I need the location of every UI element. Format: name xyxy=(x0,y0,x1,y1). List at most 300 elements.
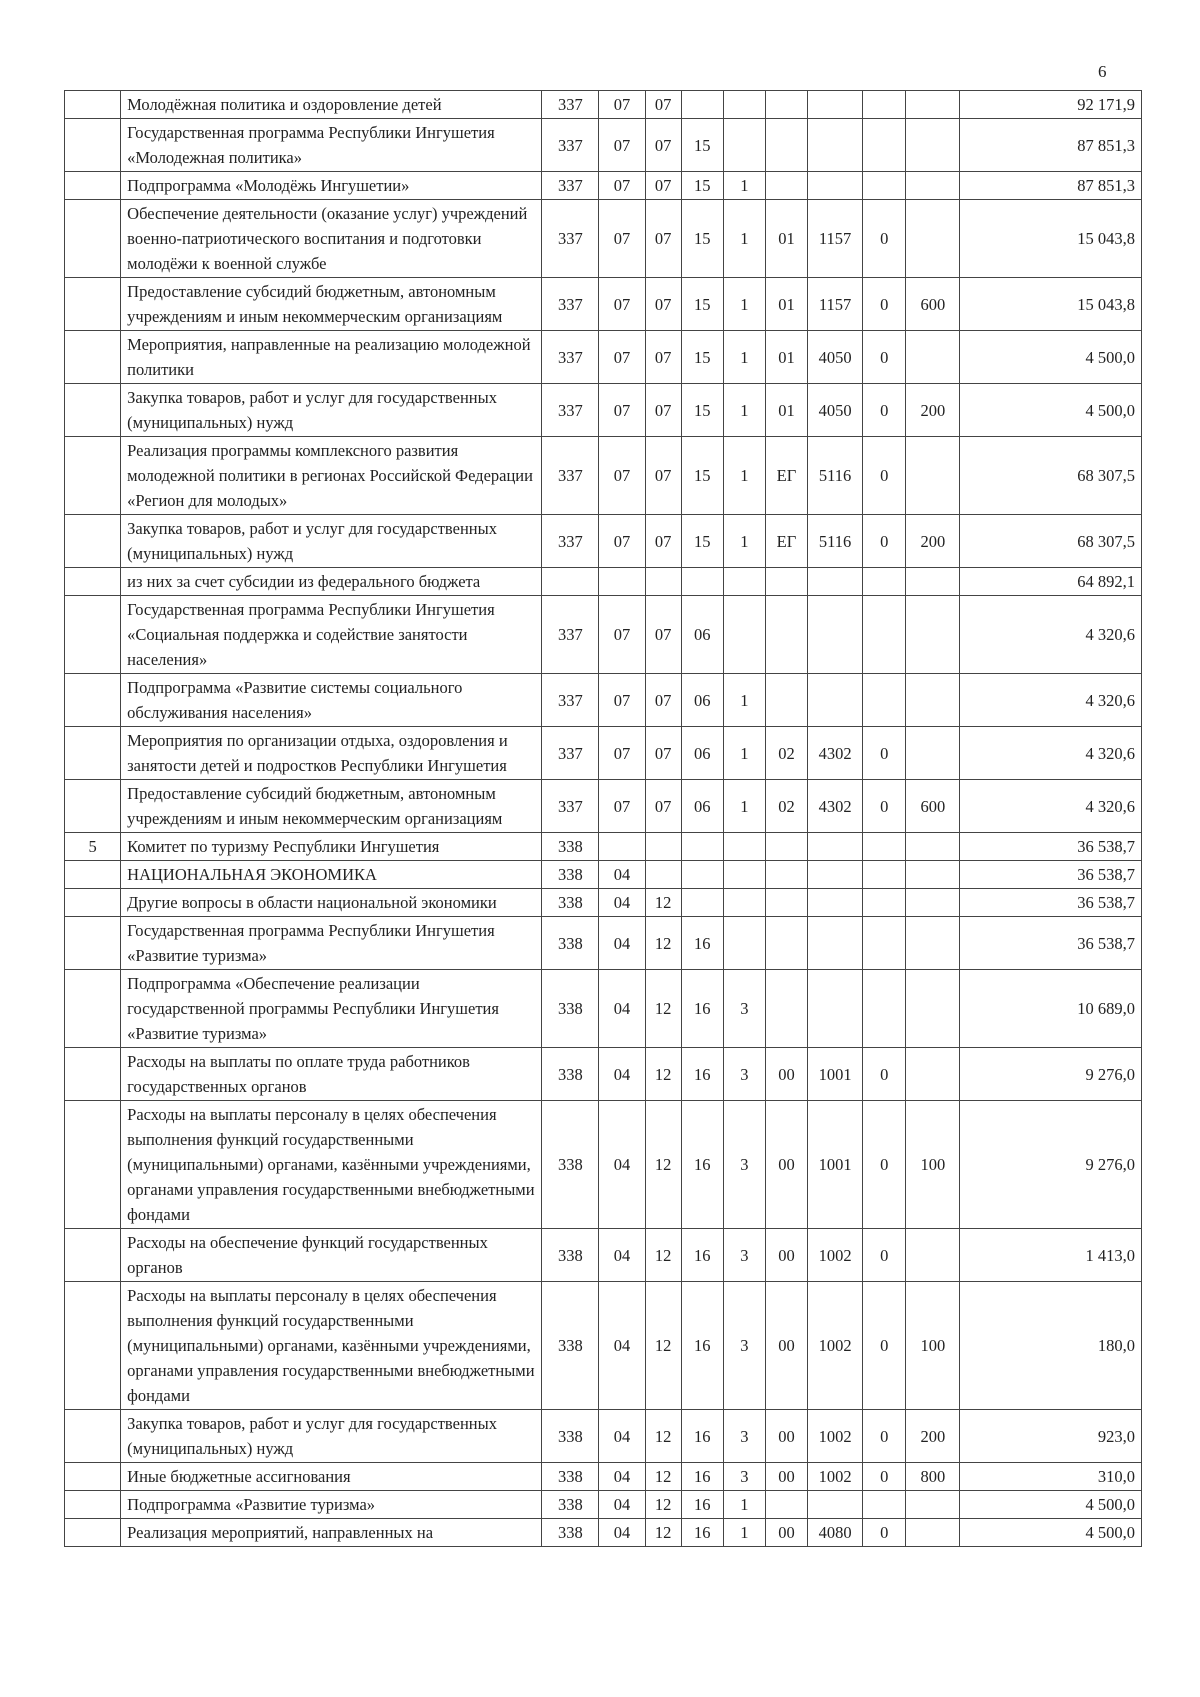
row-name-cell: Подпрограмма «Развитие системы социального обслуживания населения» xyxy=(121,674,542,727)
extra-code-cell xyxy=(863,917,906,970)
ministry-code-cell: 338 xyxy=(542,861,599,889)
section-code-cell: 04 xyxy=(599,1101,645,1229)
amount-cell: 4 500,0 xyxy=(960,1519,1142,1547)
event-code-cell xyxy=(765,861,807,889)
subprogram-code-cell: 3 xyxy=(723,1282,765,1410)
direction-code-cell xyxy=(808,889,863,917)
page-number: 6 xyxy=(1098,62,1107,81)
expense-type-cell xyxy=(906,1519,960,1547)
subsection-code-cell: 12 xyxy=(645,1463,681,1491)
row-name-cell: Реализация мероприятий, направленных на xyxy=(121,1519,542,1547)
row-index-cell xyxy=(65,861,121,889)
row-index-cell xyxy=(65,727,121,780)
row-name-cell: Расходы на выплаты персоналу в целях обеспечения выполнения функций государственными (муниципальными) органами, казёнными учреждениями, органами управления государственными внебюджетными фондами xyxy=(121,1282,542,1410)
subsection-code-cell: 07 xyxy=(645,515,681,568)
extra-code-cell: 0 xyxy=(863,1101,906,1229)
program-code-cell xyxy=(681,889,723,917)
program-code-cell: 16 xyxy=(681,1519,723,1547)
table-row xyxy=(65,91,1142,119)
subsection-code-cell: 12 xyxy=(645,1410,681,1463)
program-code-cell xyxy=(681,861,723,889)
expense-type-cell: 200 xyxy=(906,1410,960,1463)
section-code-cell: 07 xyxy=(599,384,645,437)
row-name-cell: Расходы на обеспечение функций государственных органов xyxy=(121,1229,542,1282)
subprogram-code-cell xyxy=(723,568,765,596)
table-row xyxy=(65,1048,1142,1101)
program-code-cell: 15 xyxy=(681,200,723,278)
section-code-cell: 04 xyxy=(599,1229,645,1282)
program-code-cell: 15 xyxy=(681,331,723,384)
amount-cell: 4 320,6 xyxy=(960,674,1142,727)
subprogram-code-cell: 1 xyxy=(723,515,765,568)
row-name-cell: Обеспечение деятельности (оказание услуг) учреждений военно-патриотического воспитания и подготовки молодёжи к военной службе xyxy=(121,200,542,278)
row-index-cell xyxy=(65,1101,121,1229)
row-name-cell: Расходы на выплаты по оплате труда работников государственных органов xyxy=(121,1048,542,1101)
subsection-code-cell xyxy=(645,833,681,861)
extra-code-cell: 0 xyxy=(863,515,906,568)
expense-type-cell xyxy=(906,727,960,780)
subprogram-code-cell xyxy=(723,91,765,119)
extra-code-cell xyxy=(863,91,906,119)
ministry-code-cell: 337 xyxy=(542,278,599,331)
section-code-cell: 07 xyxy=(599,515,645,568)
program-code-cell: 06 xyxy=(681,674,723,727)
row-index-cell xyxy=(65,1282,121,1410)
event-code-cell xyxy=(765,596,807,674)
section-code-cell: 07 xyxy=(599,172,645,200)
subprogram-code-cell: 3 xyxy=(723,1229,765,1282)
extra-code-cell: 0 xyxy=(863,727,906,780)
program-code-cell xyxy=(681,833,723,861)
expense-type-cell: 800 xyxy=(906,1463,960,1491)
table-row xyxy=(65,119,1142,172)
subsection-code-cell: 07 xyxy=(645,200,681,278)
extra-code-cell xyxy=(863,568,906,596)
direction-code-cell: 4050 xyxy=(808,331,863,384)
extra-code-cell xyxy=(863,861,906,889)
section-code-cell: 07 xyxy=(599,727,645,780)
table-row xyxy=(65,1491,1142,1519)
event-code-cell: 00 xyxy=(765,1463,807,1491)
table-row xyxy=(65,1229,1142,1282)
event-code-cell xyxy=(765,1491,807,1519)
event-code-cell: 02 xyxy=(765,727,807,780)
program-code-cell: 15 xyxy=(681,278,723,331)
row-name-cell: Предоставление субсидий бюджетным, автономным учреждениям и иным некоммерческим организациям xyxy=(121,780,542,833)
row-index-cell xyxy=(65,384,121,437)
direction-code-cell xyxy=(808,596,863,674)
subprogram-code-cell: 1 xyxy=(723,780,765,833)
row-name-cell: Государственная программа Республики Ингушетия «Социальная поддержка и содействие занятости населения» xyxy=(121,596,542,674)
expense-type-cell: 600 xyxy=(906,780,960,833)
extra-code-cell: 0 xyxy=(863,278,906,331)
event-code-cell xyxy=(765,674,807,727)
expense-type-cell xyxy=(906,172,960,200)
subprogram-code-cell xyxy=(723,119,765,172)
amount-cell: 68 307,5 xyxy=(960,515,1142,568)
amount-cell: 4 320,6 xyxy=(960,727,1142,780)
subsection-code-cell xyxy=(645,861,681,889)
event-code-cell xyxy=(765,172,807,200)
subsection-code-cell: 07 xyxy=(645,331,681,384)
subprogram-code-cell: 3 xyxy=(723,1048,765,1101)
event-code-cell: 00 xyxy=(765,1282,807,1410)
expense-type-cell xyxy=(906,1491,960,1519)
extra-code-cell: 0 xyxy=(863,1519,906,1547)
program-code-cell: 16 xyxy=(681,1491,723,1519)
subsection-code-cell: 07 xyxy=(645,727,681,780)
program-code-cell: 16 xyxy=(681,1410,723,1463)
program-code-cell: 15 xyxy=(681,515,723,568)
table-row xyxy=(65,1519,1142,1547)
ministry-code-cell: 337 xyxy=(542,384,599,437)
direction-code-cell: 1157 xyxy=(808,200,863,278)
direction-code-cell xyxy=(808,861,863,889)
section-code-cell: 04 xyxy=(599,889,645,917)
direction-code-cell: 5116 xyxy=(808,437,863,515)
row-index-cell xyxy=(65,119,121,172)
subsection-code-cell: 07 xyxy=(645,172,681,200)
subprogram-code-cell: 3 xyxy=(723,1410,765,1463)
extra-code-cell: 0 xyxy=(863,780,906,833)
expense-type-cell xyxy=(906,833,960,861)
amount-cell: 4 320,6 xyxy=(960,596,1142,674)
program-code-cell: 16 xyxy=(681,970,723,1048)
expense-type-cell xyxy=(906,119,960,172)
extra-code-cell: 0 xyxy=(863,1048,906,1101)
event-code-cell: 00 xyxy=(765,1229,807,1282)
extra-code-cell xyxy=(863,172,906,200)
direction-code-cell: 4080 xyxy=(808,1519,863,1547)
event-code-cell: 01 xyxy=(765,331,807,384)
extra-code-cell: 0 xyxy=(863,384,906,437)
program-code-cell: 06 xyxy=(681,596,723,674)
section-code-cell: 04 xyxy=(599,1463,645,1491)
subsection-code-cell: 07 xyxy=(645,91,681,119)
direction-code-cell: 4302 xyxy=(808,727,863,780)
budget-table-body xyxy=(65,91,1142,1547)
table-row xyxy=(65,970,1142,1048)
event-code-cell: 01 xyxy=(765,384,807,437)
ministry-code-cell: 337 xyxy=(542,674,599,727)
expense-type-cell: 600 xyxy=(906,278,960,331)
table-row xyxy=(65,331,1142,384)
extra-code-cell xyxy=(863,119,906,172)
direction-code-cell: 1157 xyxy=(808,278,863,331)
subprogram-code-cell: 3 xyxy=(723,1101,765,1229)
event-code-cell xyxy=(765,917,807,970)
program-code-cell: 15 xyxy=(681,172,723,200)
extra-code-cell xyxy=(863,889,906,917)
subprogram-code-cell xyxy=(723,889,765,917)
section-code-cell: 04 xyxy=(599,1048,645,1101)
row-name-cell: Подпрограмма «Молодёжь Ингушетии» xyxy=(121,172,542,200)
row-name-cell: Закупка товаров, работ и услуг для государственных (муниципальных) нужд xyxy=(121,515,542,568)
ministry-code-cell: 337 xyxy=(542,331,599,384)
ministry-code-cell: 338 xyxy=(542,1519,599,1547)
expense-type-cell: 100 xyxy=(906,1101,960,1229)
expense-type-cell xyxy=(906,861,960,889)
program-code-cell xyxy=(681,91,723,119)
amount-cell: 310,0 xyxy=(960,1463,1142,1491)
direction-code-cell xyxy=(808,172,863,200)
ministry-code-cell: 338 xyxy=(542,833,599,861)
subprogram-code-cell: 1 xyxy=(723,200,765,278)
table-row xyxy=(65,596,1142,674)
ministry-code-cell: 337 xyxy=(542,119,599,172)
subsection-code-cell: 12 xyxy=(645,1048,681,1101)
subprogram-code-cell: 1 xyxy=(723,278,765,331)
budget-table xyxy=(64,90,1142,1547)
table-row xyxy=(65,1463,1142,1491)
row-index-cell xyxy=(65,1048,121,1101)
section-code-cell: 04 xyxy=(599,1519,645,1547)
extra-code-cell xyxy=(863,1491,906,1519)
section-code-cell xyxy=(599,568,645,596)
subprogram-code-cell: 3 xyxy=(723,970,765,1048)
event-code-cell: 01 xyxy=(765,278,807,331)
section-code-cell: 04 xyxy=(599,1282,645,1410)
expense-type-cell xyxy=(906,596,960,674)
row-index-cell xyxy=(65,91,121,119)
subprogram-code-cell xyxy=(723,596,765,674)
subsection-code-cell: 07 xyxy=(645,278,681,331)
subprogram-code-cell: 1 xyxy=(723,1491,765,1519)
amount-cell: 9 276,0 xyxy=(960,1048,1142,1101)
row-index-cell xyxy=(65,331,121,384)
ministry-code-cell: 338 xyxy=(542,1282,599,1410)
program-code-cell: 16 xyxy=(681,1101,723,1229)
direction-code-cell xyxy=(808,568,863,596)
amount-cell: 36 538,7 xyxy=(960,861,1142,889)
row-index-cell xyxy=(65,780,121,833)
table-row xyxy=(65,515,1142,568)
amount-cell: 9 276,0 xyxy=(960,1101,1142,1229)
subprogram-code-cell: 1 xyxy=(723,331,765,384)
amount-cell: 92 171,9 xyxy=(960,91,1142,119)
subsection-code-cell: 12 xyxy=(645,1282,681,1410)
event-code-cell: 02 xyxy=(765,780,807,833)
program-code-cell: 16 xyxy=(681,1229,723,1282)
row-index-cell xyxy=(65,515,121,568)
ministry-code-cell: 338 xyxy=(542,1463,599,1491)
ministry-code-cell: 338 xyxy=(542,1048,599,1101)
row-name-cell: Государственная программа Республики Ингушетия «Развитие туризма» xyxy=(121,917,542,970)
direction-code-cell: 4302 xyxy=(808,780,863,833)
direction-code-cell xyxy=(808,970,863,1048)
event-code-cell: 00 xyxy=(765,1519,807,1547)
table-row xyxy=(65,568,1142,596)
table-row xyxy=(65,674,1142,727)
amount-cell: 15 043,8 xyxy=(960,200,1142,278)
section-code-cell: 04 xyxy=(599,970,645,1048)
row-index-cell xyxy=(65,596,121,674)
ministry-code-cell: 337 xyxy=(542,172,599,200)
direction-code-cell xyxy=(808,119,863,172)
subprogram-code-cell xyxy=(723,833,765,861)
table-row xyxy=(65,1101,1142,1229)
subsection-code-cell: 12 xyxy=(645,1229,681,1282)
row-name-cell: Подпрограмма «Обеспечение реализации государственной программы Республики Ингушетия «Развитие туризма» xyxy=(121,970,542,1048)
subsection-code-cell: 12 xyxy=(645,970,681,1048)
direction-code-cell: 1002 xyxy=(808,1229,863,1282)
table-row xyxy=(65,1282,1142,1410)
amount-cell: 36 538,7 xyxy=(960,917,1142,970)
extra-code-cell xyxy=(863,970,906,1048)
section-code-cell: 07 xyxy=(599,200,645,278)
ministry-code-cell: 337 xyxy=(542,515,599,568)
program-code-cell: 15 xyxy=(681,119,723,172)
table-row xyxy=(65,889,1142,917)
direction-code-cell: 1001 xyxy=(808,1101,863,1229)
section-code-cell: 07 xyxy=(599,278,645,331)
table-row xyxy=(65,1410,1142,1463)
ministry-code-cell: 338 xyxy=(542,889,599,917)
program-code-cell: 16 xyxy=(681,1048,723,1101)
event-code-cell: 01 xyxy=(765,200,807,278)
event-code-cell xyxy=(765,91,807,119)
extra-code-cell xyxy=(863,833,906,861)
subsection-code-cell: 12 xyxy=(645,889,681,917)
subsection-code-cell xyxy=(645,568,681,596)
row-index-cell xyxy=(65,674,121,727)
event-code-cell: 00 xyxy=(765,1410,807,1463)
direction-code-cell xyxy=(808,1491,863,1519)
row-name-cell: Иные бюджетные ассигнования xyxy=(121,1463,542,1491)
event-code-cell xyxy=(765,889,807,917)
row-index-cell xyxy=(65,917,121,970)
extra-code-cell: 0 xyxy=(863,200,906,278)
row-index-cell xyxy=(65,970,121,1048)
row-name-cell: из них за счет субсидии из федерального бюджета xyxy=(121,568,542,596)
expense-type-cell: 200 xyxy=(906,384,960,437)
amount-cell: 87 851,3 xyxy=(960,172,1142,200)
ministry-code-cell: 337 xyxy=(542,200,599,278)
row-name-cell: НАЦИОНАЛЬНАЯ ЭКОНОМИКА xyxy=(121,861,542,889)
subsection-code-cell: 07 xyxy=(645,674,681,727)
subsection-code-cell: 12 xyxy=(645,917,681,970)
extra-code-cell: 0 xyxy=(863,1282,906,1410)
expense-type-cell xyxy=(906,674,960,727)
program-code-cell: 16 xyxy=(681,1282,723,1410)
row-name-cell: Предоставление субсидий бюджетным, автономным учреждениям и иным некоммерческим организациям xyxy=(121,278,542,331)
subsection-code-cell: 07 xyxy=(645,437,681,515)
section-code-cell: 07 xyxy=(599,596,645,674)
ministry-code-cell xyxy=(542,568,599,596)
row-index-cell: 5 xyxy=(65,833,121,861)
subsection-code-cell: 12 xyxy=(645,1519,681,1547)
expense-type-cell xyxy=(906,331,960,384)
direction-code-cell: 1002 xyxy=(808,1463,863,1491)
expense-type-cell xyxy=(906,437,960,515)
extra-code-cell: 0 xyxy=(863,1410,906,1463)
subprogram-code-cell: 3 xyxy=(723,1463,765,1491)
subprogram-code-cell: 1 xyxy=(723,437,765,515)
row-index-cell xyxy=(65,1519,121,1547)
subprogram-code-cell xyxy=(723,917,765,970)
row-name-cell: Другие вопросы в области национальной экономики xyxy=(121,889,542,917)
event-code-cell: ЕГ xyxy=(765,437,807,515)
ministry-code-cell: 337 xyxy=(542,437,599,515)
table-row xyxy=(65,172,1142,200)
amount-cell: 923,0 xyxy=(960,1410,1142,1463)
direction-code-cell: 4050 xyxy=(808,384,863,437)
amount-cell: 180,0 xyxy=(960,1282,1142,1410)
direction-code-cell xyxy=(808,917,863,970)
event-code-cell: ЕГ xyxy=(765,515,807,568)
row-name-cell: Закупка товаров, работ и услуг для государственных (муниципальных) нужд xyxy=(121,1410,542,1463)
event-code-cell xyxy=(765,568,807,596)
row-index-cell xyxy=(65,1229,121,1282)
row-name-cell: Комитет по туризму Республики Ингушетия xyxy=(121,833,542,861)
ministry-code-cell: 337 xyxy=(542,780,599,833)
table-row xyxy=(65,780,1142,833)
extra-code-cell xyxy=(863,596,906,674)
amount-cell: 36 538,7 xyxy=(960,889,1142,917)
extra-code-cell: 0 xyxy=(863,331,906,384)
section-code-cell: 07 xyxy=(599,331,645,384)
ministry-code-cell: 337 xyxy=(542,727,599,780)
row-index-cell xyxy=(65,437,121,515)
ministry-code-cell: 338 xyxy=(542,1101,599,1229)
expense-type-cell xyxy=(906,917,960,970)
row-name-cell: Государственная программа Республики Ингушетия «Молодежная политика» xyxy=(121,119,542,172)
direction-code-cell: 1001 xyxy=(808,1048,863,1101)
expense-type-cell xyxy=(906,1229,960,1282)
subprogram-code-cell: 1 xyxy=(723,384,765,437)
event-code-cell xyxy=(765,970,807,1048)
subsection-code-cell: 12 xyxy=(645,1491,681,1519)
row-index-cell xyxy=(65,1463,121,1491)
direction-code-cell xyxy=(808,833,863,861)
expense-type-cell xyxy=(906,889,960,917)
program-code-cell: 15 xyxy=(681,437,723,515)
amount-cell: 4 500,0 xyxy=(960,1491,1142,1519)
direction-code-cell: 5116 xyxy=(808,515,863,568)
direction-code-cell xyxy=(808,91,863,119)
amount-cell: 4 500,0 xyxy=(960,331,1142,384)
extra-code-cell: 0 xyxy=(863,1463,906,1491)
program-code-cell: 16 xyxy=(681,917,723,970)
row-index-cell xyxy=(65,200,121,278)
row-index-cell xyxy=(65,889,121,917)
extra-code-cell: 0 xyxy=(863,1229,906,1282)
section-code-cell: 07 xyxy=(599,674,645,727)
expense-type-cell xyxy=(906,91,960,119)
table-row xyxy=(65,278,1142,331)
event-code-cell xyxy=(765,833,807,861)
section-code-cell: 07 xyxy=(599,91,645,119)
amount-cell: 4 320,6 xyxy=(960,780,1142,833)
extra-code-cell: 0 xyxy=(863,437,906,515)
program-code-cell: 15 xyxy=(681,384,723,437)
table-row xyxy=(65,384,1142,437)
row-name-cell: Расходы на выплаты персоналу в целях обеспечения выполнения функций государственными (муниципальными) органами, казёнными учреждениями, органами управления государственными внебюджетными фондами xyxy=(121,1101,542,1229)
expense-type-cell: 200 xyxy=(906,515,960,568)
extra-code-cell xyxy=(863,674,906,727)
direction-code-cell xyxy=(808,674,863,727)
direction-code-cell: 1002 xyxy=(808,1282,863,1410)
section-code-cell: 07 xyxy=(599,780,645,833)
ministry-code-cell: 337 xyxy=(542,596,599,674)
direction-code-cell: 1002 xyxy=(808,1410,863,1463)
amount-cell: 4 500,0 xyxy=(960,384,1142,437)
subsection-code-cell: 07 xyxy=(645,384,681,437)
table-row xyxy=(65,861,1142,889)
row-name-cell: Мероприятия, направленные на реализацию молодежной политики xyxy=(121,331,542,384)
expense-type-cell xyxy=(906,1048,960,1101)
ministry-code-cell: 338 xyxy=(542,917,599,970)
